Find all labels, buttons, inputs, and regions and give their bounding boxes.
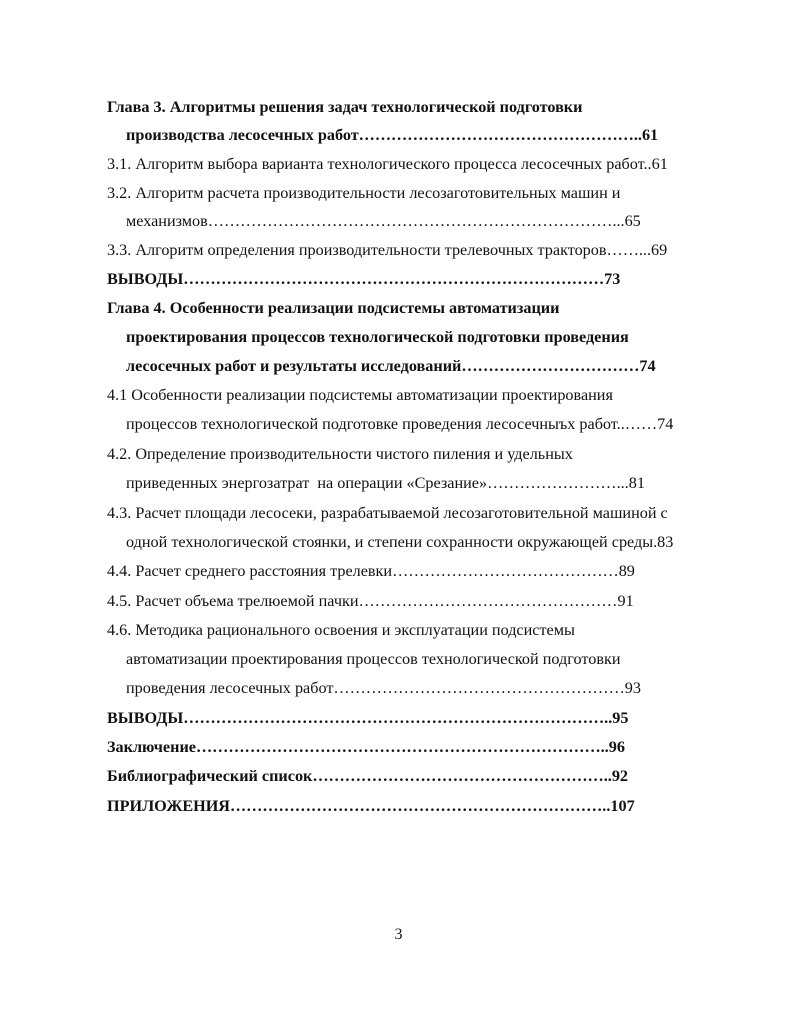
toc-section-4-1: 4.1 Особенности реализации подсистемы автоматизации проектирования <box>107 386 613 404</box>
toc-section-4-2-cont: приведенных энергозатрат на операции «Срезание»……………………...81 <box>126 474 645 492</box>
toc-section-3-2-cont: механизмов…………………………………………………………………...65 <box>126 212 641 230</box>
toc-chapter-3-title-cont: производства лесосечных работ……………………………………………..61 <box>126 126 659 144</box>
toc-section-3-3: 3.3. Алгоритм определения производительности трелевочных тракторов……...69 <box>107 241 668 259</box>
toc-section-3-1: 3.1. Алгоритм выбора варианта технологического процесса лесосечных работ..61 <box>107 155 668 173</box>
toc-chapter-4-title-cont-2: лесосечных работ и результаты исследований……………………………74 <box>126 357 656 375</box>
page-number: 3 <box>394 926 403 943</box>
toc-section-4-2: 4.2. Определение производительности чистого пиления и удельных <box>107 445 573 463</box>
toc-chapter-4-title-cont-1: проектирования процессов технологической подготовки проведения <box>126 328 629 346</box>
toc-conclusion: Заключение…………………………………………………………………..96 <box>107 738 625 756</box>
toc-section-4-4: 4.4. Расчет среднего расстояния трелевки……………………………………89 <box>107 562 635 580</box>
toc-conclusions-chapter-3: ВЫВОДЫ……………………………………………………………………73 <box>107 270 621 288</box>
toc-appendices: ПРИЛОЖЕНИЯ……………………………………………………………..107 <box>107 797 635 815</box>
toc-section-3-2: 3.2. Алгоритм расчета производительности лесозаготовительных машин и <box>107 184 621 202</box>
toc-chapter-3-title: Глава 3. Алгоритмы решения задач технологической подготовки <box>107 98 583 116</box>
toc-chapter-4-title: Глава 4. Особенности реализации подсистемы автоматизации <box>107 299 560 317</box>
toc-conclusions-chapter-4: ВЫВОДЫ……………………………………………………………………..95 <box>107 709 629 727</box>
toc-section-4-6-cont-2: проведения лесосечных работ………………………………………………93 <box>126 679 641 697</box>
toc-section-4-6: 4.6. Методика рационального освоения и эксплуатации подсистемы <box>107 621 575 639</box>
toc-section-4-3: 4.3. Расчет площади лесосеки, разрабатываемой лесозаготовительной машиной с <box>107 504 668 522</box>
toc-section-4-1-cont: процессов технологической подготовке проведения лесосечныъх работ..……74 <box>126 415 674 433</box>
toc-section-4-3-cont: одной технологической стоянки, и степени сохранности окружающей среды.83 <box>126 533 674 551</box>
toc-section-4-5: 4.5. Расчет объема трелюемой пачки…………………………………………91 <box>107 592 634 610</box>
toc-section-4-6-cont-1: автоматизации проектирования процессов технологической подготовки <box>126 650 621 668</box>
toc-bibliography: Библиографический список………………………………………………..92 <box>107 767 629 785</box>
